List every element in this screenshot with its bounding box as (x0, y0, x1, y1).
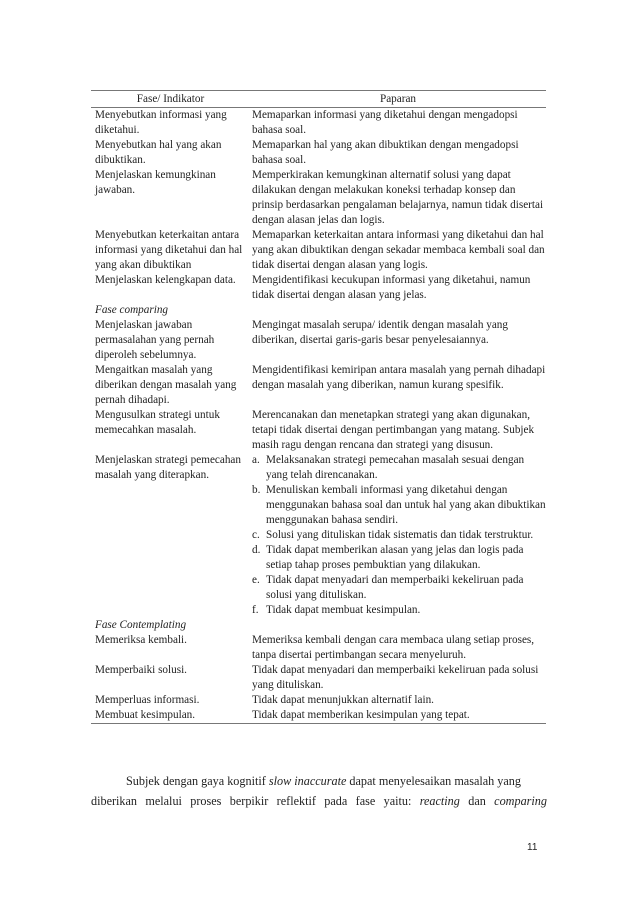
list-item (252, 603, 546, 618)
list-letter: c. (252, 529, 260, 541)
list-letter: b. (252, 484, 261, 496)
italic-term: comparing (494, 794, 547, 808)
table-row (91, 138, 546, 168)
table-row (91, 633, 546, 663)
indicator-cell: Menjelaskan kemungkinan jawaban. (95, 169, 216, 196)
description-cell: Memaparkan keterkaitan antara informasi yang diketahui dan hal yang akan dibuktikan dengan sekadar membaca kembali soal dan tidak disertai dengan alasan yang logis. (252, 229, 545, 271)
description-cell: Mengidentifikasi kemiripan antara masalah yang pernah dihadapi dengan masalah yang diberikan, namun kurang spesifik. (252, 364, 546, 391)
list-letter: d. (252, 544, 261, 556)
description-cell: Memaparkan hal yang akan dibuktikan dengan mengadopsi bahasa soal. (252, 139, 519, 166)
body-paragraph (91, 771, 547, 811)
page-number: 11 (527, 842, 538, 853)
indicator-cell: Menjelaskan strategi pemecahan masalah yang diterapkan. (95, 454, 241, 481)
phase-label: Fase comparing (95, 304, 169, 316)
description-cell: Mengingat masalah serupa/ identik dengan masalah yang diberikan, disertai garis-garis besar penyelesaiannya. (252, 319, 508, 346)
list-item (252, 573, 546, 603)
paragraph-line-1 (91, 771, 547, 791)
description-cell: Merencanakan dan menetapkan strategi yang akan digunakan, tetapi tidak disertai dengan pertimbangan yang matang. Subjek masih ragu dengan rencana dan strategi yang disusun. (252, 409, 535, 451)
description-cell: Memperkirakan kemungkinan alternatif solusi yang dapat dilakukan dengan melakukan koneksi terhadap konsep dan prinsip berdasarkan pengalaman belajarnya, namun tidak disertai dengan alasan jelas dan logis. (252, 169, 544, 226)
indicator-cell: Menyebutkan informasi yang diketahui. (95, 109, 227, 136)
text-run: dan (459, 794, 495, 808)
table-row (91, 273, 546, 303)
table-row (91, 408, 546, 453)
description-cell: Memaparkan informasi yang diketahui dengan mengadopsi bahasa soal. (252, 109, 518, 136)
indicator-cell: Menyebutkan hal yang akan dibuktikan. (95, 139, 222, 166)
description-cell: Tidak dapat menunjukkan alternatif lain. (252, 694, 434, 706)
description-cell (250, 453, 546, 618)
table-row (91, 453, 546, 618)
table-row (91, 708, 546, 724)
description-cell: Memeriksa kembali dengan cara membaca ulang setiap proses, tanpa disertai pertimbangan secara menyeluruh. (252, 634, 535, 661)
indicator-table (91, 90, 546, 724)
strategy-list (252, 453, 546, 618)
indicator-cell: Memperluas informasi. (95, 694, 200, 706)
indicator-cell: Mengaitkan masalah yang diberikan dengan masalah yang pernah dihadapi. (95, 364, 237, 406)
table-header-row (91, 91, 546, 108)
table-row (91, 318, 546, 363)
list-text: Tidak dapat menyadari dan memperbaiki kekeliruan pada solusi yang dituliskan. (266, 574, 524, 601)
text-run: Subjek dengan gaya kognitif (126, 774, 269, 788)
paragraph-line-2 (91, 791, 547, 811)
indicator-cell: Mengusulkan strategi untuk memecahkan masalah. (95, 409, 220, 436)
table-row (91, 108, 546, 139)
list-letter: e. (252, 574, 260, 586)
table-row (91, 228, 546, 273)
indicator-cell: Menyebutkan keterkaitan antara informasi yang diketahui dan hal yang akan dibuktikan (95, 229, 243, 271)
table-row (91, 168, 546, 228)
text-run: dapat menyelesaikan masalah yang (346, 774, 521, 788)
list-item (252, 528, 546, 543)
indicator-cell: Membuat kesimpulan. (91, 708, 250, 724)
indicator-table-wrapper (91, 90, 546, 724)
table-row (91, 663, 546, 693)
italic-term: reacting (419, 794, 460, 808)
italic-term: slow inaccurate (268, 774, 347, 788)
description-cell: Mengidentifikasi kecukupan informasi yang diketahui, namun tidak disertai dengan alasan yang jelas. (252, 274, 531, 301)
indicator-cell: Memperbaiki solusi. (95, 664, 187, 676)
list-item (252, 543, 546, 573)
phase-label: Fase Contemplating (95, 619, 187, 631)
indicator-cell: Menjelaskan kelengkapan data. (95, 274, 236, 286)
table-row (91, 363, 546, 408)
list-text: Menuliskan kembali informasi yang diketahui dengan menggunakan bahasa soal dan untuk hal yang akan dibuktikan menggunakan bahasa sendiri. (266, 484, 546, 526)
phase-row-contemplating (91, 618, 546, 633)
table-row (91, 693, 546, 708)
description-cell: Tidak dapat memberikan kesimpulan yang tepat. (250, 708, 546, 724)
phase-row-comparing (91, 303, 546, 318)
text-run: diberikan melalui proses berpikir reflektif pada fase yaitu: (91, 794, 420, 808)
list-text: Tidak dapat memberikan alasan yang jelas dan logis pada setiap tahap proses pembuktian yang dilakukan. (266, 544, 524, 571)
header-fase-indikator: Fase/ Indikator (91, 91, 250, 108)
list-text: Solusi yang dituliskan tidak sistematis dan tidak terstruktur. (266, 529, 534, 541)
list-text: Tidak dapat membuat kesimpulan. (266, 604, 421, 616)
list-item (252, 483, 546, 528)
list-letter: a. (252, 454, 260, 466)
list-text: Melaksanakan strategi pemecahan masalah sesuai dengan yang telah direncanakan. (266, 454, 525, 481)
indicator-cell: Memeriksa kembali. (95, 634, 187, 646)
header-paparan: Paparan (250, 91, 546, 108)
indicator-cell: Menjelaskan jawaban permasalahan yang pernah diperoleh sebelumnya. (95, 319, 215, 361)
description-cell: Tidak dapat menyadari dan memperbaiki kekeliruan pada solusi yang dituliskan. (252, 664, 539, 691)
list-item (252, 453, 546, 483)
list-letter: f. (252, 604, 259, 616)
